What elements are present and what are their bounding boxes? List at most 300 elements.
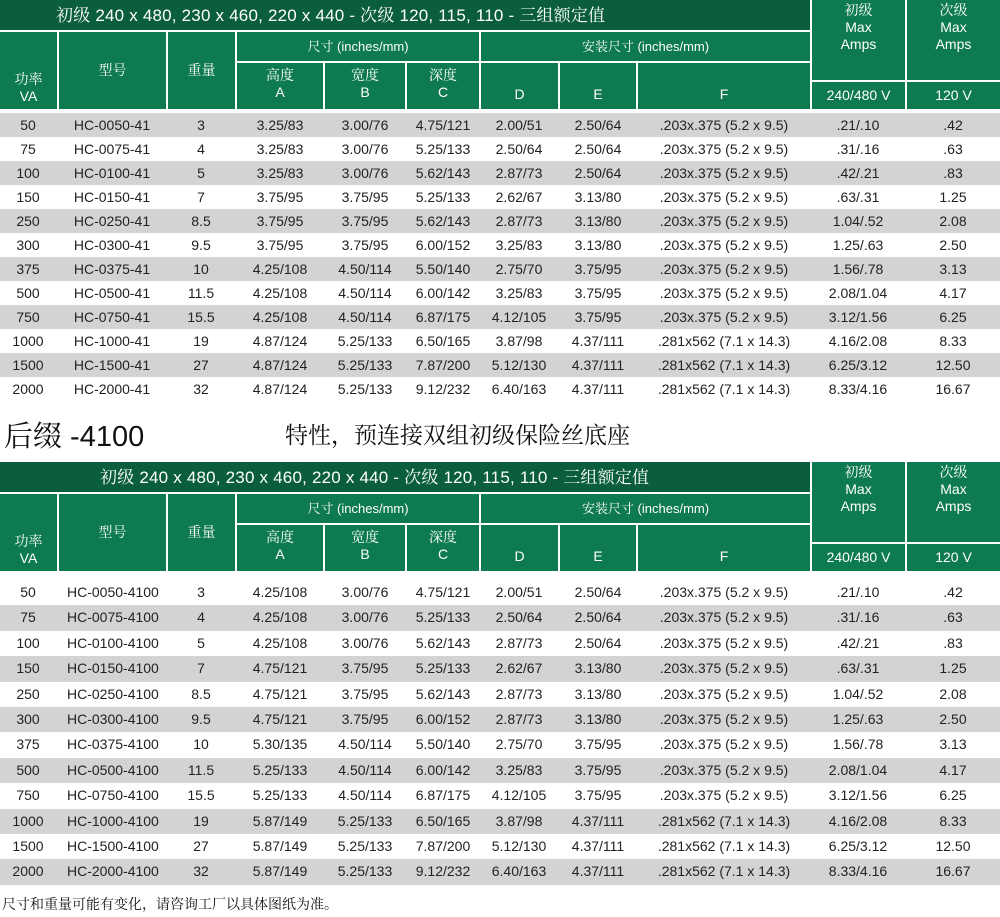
- table-row: [0, 783, 1000, 808]
- row-d: 3.25/83: [495, 285, 543, 301]
- row-width: 5.25/133: [337, 333, 393, 349]
- row-width: 3.75/95: [341, 685, 389, 702]
- mounting-group-header: 安装尺寸 (inches/mm): [481, 494, 810, 523]
- row-f: .203x.375 (5.2 x 9.5): [659, 117, 789, 133]
- row-width: 4.50/114: [338, 285, 392, 301]
- row-model: HC-0500-41: [73, 285, 151, 301]
- row-primary-amps: 1.56/.78: [832, 261, 884, 277]
- power-header: 功率 VA: [0, 494, 57, 571]
- row-e: 2.50/64: [574, 584, 622, 600]
- row-primary-amps: .42/.21: [836, 634, 880, 651]
- table-row: [0, 605, 1000, 630]
- spec-table-4100: [0, 462, 1000, 886]
- row-height: 4.25/108: [252, 634, 308, 651]
- row-d: 2.75/70: [495, 736, 543, 753]
- row-primary-amps: .31/.16: [836, 141, 880, 157]
- row-model: HC-0150-4100: [67, 660, 159, 677]
- f-header: F: [638, 525, 810, 571]
- table-header: [0, 0, 1000, 109]
- row-e: 2.50/64: [574, 141, 622, 157]
- table-header: [0, 462, 1000, 571]
- row-model: HC-0150-41: [73, 189, 151, 205]
- row-depth: 5.62/143: [415, 634, 471, 651]
- table-row: [0, 161, 1000, 185]
- row-secondary-amps: 16.67: [935, 863, 971, 880]
- row-f: .203x.375 (5.2 x 9.5): [659, 213, 789, 229]
- row-e: 3.13/80: [574, 660, 622, 677]
- table-row: [0, 329, 1000, 353]
- row-f: .203x.375 (5.2 x 9.5): [659, 165, 789, 181]
- row-model: HC-0100-4100: [67, 634, 159, 651]
- row-weight: 32: [193, 863, 209, 880]
- row-f: .281x562 (7.1 x 14.3): [657, 812, 791, 829]
- row-model: HC-0250-4100: [67, 685, 159, 702]
- d-header: D: [481, 63, 558, 109]
- row-primary-amps: .21/.10: [836, 584, 880, 600]
- row-weight: 19: [193, 333, 209, 349]
- row-depth: 5.50/140: [415, 261, 471, 277]
- row-secondary-amps: 8.33: [939, 333, 967, 349]
- row-depth: 7.87/200: [415, 838, 471, 854]
- row-depth: 5.25/133: [415, 609, 471, 626]
- section-heading: 后缀 -4100: [4, 421, 145, 453]
- row-depth: 5.62/143: [415, 213, 471, 229]
- row-depth: 6.00/152: [415, 711, 471, 727]
- row-e: 3.13/80: [574, 189, 622, 205]
- row-depth: 9.12/232: [415, 381, 471, 397]
- table-row: [0, 758, 1000, 783]
- row-depth: 6.87/175: [415, 787, 471, 804]
- row-height: 5.87/149: [252, 863, 308, 880]
- row-secondary-amps: 4.17: [939, 285, 967, 301]
- row-va: 375: [16, 261, 40, 277]
- row-height: 5.25/133: [252, 787, 308, 804]
- row-f: .203x.375 (5.2 x 9.5): [659, 237, 789, 253]
- f-header: F: [638, 63, 810, 109]
- row-height: 3.75/95: [256, 189, 304, 205]
- row-width: 5.25/133: [337, 838, 393, 854]
- table-row: [0, 656, 1000, 681]
- row-width: 5.25/133: [337, 812, 393, 829]
- row-width: 5.25/133: [337, 381, 393, 397]
- row-e: 3.75/95: [574, 261, 622, 277]
- row-secondary-amps: 12.50: [935, 357, 971, 373]
- d-header: D: [481, 525, 558, 571]
- row-d: 3.25/83: [495, 761, 543, 778]
- row-height: 4.25/108: [252, 609, 308, 626]
- row-va: 1000: [12, 812, 44, 829]
- primary-voltage-header: 240/480 V: [812, 544, 905, 571]
- table-row: [0, 209, 1000, 233]
- table-row: [0, 281, 1000, 305]
- row-depth: 6.50/165: [415, 333, 471, 349]
- row-model: HC-1500-4100: [67, 838, 159, 854]
- row-d: 2.87/73: [495, 685, 543, 702]
- row-width: 3.75/95: [341, 213, 389, 229]
- row-model: HC-1000-41: [73, 333, 151, 349]
- row-va: 150: [16, 189, 40, 205]
- row-width: 3.00/76: [341, 165, 389, 181]
- row-weight: 3: [197, 584, 205, 600]
- row-primary-amps: 2.08/1.04: [828, 285, 888, 301]
- row-secondary-amps: .83: [943, 165, 963, 181]
- row-secondary-amps: 6.25: [939, 309, 967, 325]
- row-height: 5.30/135: [252, 736, 308, 753]
- table-row: [0, 834, 1000, 859]
- row-va: 50: [20, 584, 36, 600]
- row-e: 2.50/64: [574, 609, 622, 626]
- row-d: 2.87/73: [495, 711, 543, 727]
- row-d: 5.12/130: [491, 838, 547, 854]
- row-e: 3.13/80: [574, 213, 622, 229]
- row-va: 750: [16, 309, 40, 325]
- row-primary-amps: .42/.21: [836, 165, 880, 181]
- row-weight: 4: [197, 609, 205, 626]
- table-banner: 初级 240 x 480, 230 x 460, 220 x 440 - 次级 120, 115, 110 - 三组额定值: [0, 462, 810, 492]
- row-f: .203x.375 (5.2 x 9.5): [659, 584, 789, 600]
- row-secondary-amps: .42: [943, 584, 963, 600]
- row-width: 3.00/76: [341, 584, 389, 600]
- table-row: [0, 732, 1000, 757]
- row-depth: 5.25/133: [415, 660, 471, 677]
- row-model: HC-0375-41: [73, 261, 151, 277]
- row-model: HC-0750-41: [73, 309, 151, 325]
- row-primary-amps: 6.25/3.12: [828, 838, 888, 854]
- row-va: 75: [20, 141, 36, 157]
- spec-table-41: [0, 0, 1000, 404]
- row-height: 4.75/121: [252, 711, 308, 727]
- width-header: 宽度 B: [325, 63, 405, 109]
- row-e: 4.37/111: [571, 333, 625, 349]
- row-weight: 27: [193, 838, 209, 854]
- table-row: [0, 707, 1000, 732]
- row-d: 2.87/73: [495, 634, 543, 651]
- row-d: 2.00/51: [495, 584, 543, 600]
- row-primary-amps: 1.56/.78: [832, 736, 884, 753]
- row-width: 4.50/114: [338, 761, 392, 778]
- row-weight: 4: [197, 141, 205, 157]
- row-secondary-amps: 1.25: [939, 189, 967, 205]
- row-secondary-amps: 3.13: [939, 261, 967, 277]
- row-height: 5.25/133: [252, 761, 308, 778]
- row-depth: 5.62/143: [415, 165, 471, 181]
- row-d: 2.87/73: [495, 213, 543, 229]
- row-width: 5.25/133: [337, 863, 393, 880]
- row-width: 4.50/114: [338, 261, 392, 277]
- row-height: 5.87/149: [252, 838, 308, 854]
- row-secondary-amps: 12.50: [935, 838, 971, 854]
- row-va: 150: [16, 660, 40, 677]
- row-va: 300: [16, 237, 40, 253]
- row-va: 250: [16, 213, 40, 229]
- row-primary-amps: 2.08/1.04: [828, 761, 888, 778]
- row-d: 2.62/67: [495, 189, 543, 205]
- table-row: [0, 377, 1000, 401]
- row-secondary-amps: 1.25: [939, 660, 967, 677]
- row-secondary-amps: 4.17: [939, 761, 967, 778]
- row-va: 375: [16, 736, 40, 753]
- dimensions-group-header: 尺寸 (inches/mm): [237, 32, 479, 61]
- row-d: 5.12/130: [491, 357, 547, 373]
- row-f: .203x.375 (5.2 x 9.5): [659, 634, 789, 651]
- row-weight: 15.5: [187, 787, 215, 804]
- row-depth: 5.25/133: [415, 141, 471, 157]
- row-e: 3.75/95: [574, 787, 622, 804]
- row-primary-amps: .31/.16: [836, 609, 880, 626]
- row-f: .281x562 (7.1 x 14.3): [657, 381, 791, 397]
- row-secondary-amps: .83: [943, 634, 963, 651]
- row-model: HC-0250-41: [73, 213, 151, 229]
- row-va: 500: [16, 285, 40, 301]
- row-secondary-amps: 16.67: [935, 381, 971, 397]
- row-weight: 3: [197, 117, 205, 133]
- row-f: .203x.375 (5.2 x 9.5): [659, 189, 789, 205]
- row-va: 300: [16, 711, 40, 727]
- row-model: HC-1000-4100: [67, 812, 159, 829]
- row-d: 2.50/64: [495, 609, 543, 626]
- row-e: 3.13/80: [574, 711, 622, 727]
- row-width: 5.25/133: [337, 357, 393, 373]
- row-va: 500: [16, 761, 40, 778]
- table-row: [0, 682, 1000, 707]
- row-model: HC-0375-4100: [67, 736, 159, 753]
- row-e: 4.37/111: [571, 863, 625, 880]
- row-height: 4.75/121: [252, 685, 308, 702]
- secondary-voltage-header: 120 V: [907, 544, 1000, 571]
- row-depth: 9.12/232: [415, 863, 471, 880]
- row-e: 4.37/111: [571, 381, 625, 397]
- row-model: HC-0500-4100: [67, 761, 159, 778]
- row-primary-amps: 4.16/2.08: [828, 812, 888, 829]
- primary-voltage-header: 240/480 V: [812, 82, 905, 109]
- row-weight: 27: [193, 357, 209, 373]
- row-f: .203x.375 (5.2 x 9.5): [659, 787, 789, 804]
- row-f: .203x.375 (5.2 x 9.5): [659, 660, 789, 677]
- row-weight: 7: [197, 660, 205, 677]
- row-weight: 11.5: [187, 761, 215, 778]
- model-header: 型号: [59, 494, 166, 571]
- row-depth: 4.75/121: [415, 584, 471, 600]
- row-f: .203x.375 (5.2 x 9.5): [659, 685, 789, 702]
- row-weight: 5: [197, 634, 205, 651]
- row-primary-amps: 3.12/1.56: [828, 309, 888, 325]
- row-model: HC-2000-41: [73, 381, 151, 397]
- row-e: 4.37/111: [571, 812, 625, 829]
- row-weight: 15.5: [187, 309, 215, 325]
- row-e: 3.75/95: [574, 309, 622, 325]
- secondary-voltage-header: 120 V: [907, 82, 1000, 109]
- row-weight: 9.5: [191, 711, 211, 727]
- row-height: 4.25/108: [252, 261, 308, 277]
- row-height: 4.87/124: [252, 381, 308, 397]
- row-va: 50: [20, 117, 36, 133]
- row-d: 3.87/98: [495, 333, 543, 349]
- row-model: HC-0075-4100: [67, 609, 159, 626]
- row-e: 2.50/64: [574, 634, 622, 651]
- row-va: 750: [16, 787, 40, 804]
- row-weight: 8.5: [191, 685, 211, 702]
- row-primary-amps: 1.25/.63: [832, 237, 884, 253]
- height-header: 高度 A: [237, 525, 323, 571]
- row-width: 4.50/114: [338, 787, 392, 804]
- row-width: 4.50/114: [338, 309, 392, 325]
- row-depth: 6.00/152: [415, 237, 471, 253]
- row-height: 3.25/83: [256, 141, 304, 157]
- weight-header: 重量: [168, 32, 235, 109]
- row-primary-amps: .63/.31: [836, 189, 880, 205]
- row-d: 3.87/98: [495, 812, 543, 829]
- row-weight: 8.5: [191, 213, 211, 229]
- row-e: 3.75/95: [574, 761, 622, 778]
- row-d: 2.50/64: [495, 141, 543, 157]
- table-row: [0, 859, 1000, 884]
- row-width: 3.00/76: [341, 141, 389, 157]
- row-f: .203x.375 (5.2 x 9.5): [659, 261, 789, 277]
- row-secondary-amps: .42: [943, 117, 963, 133]
- row-width: 3.00/76: [341, 117, 389, 133]
- row-secondary-amps: .63: [943, 609, 963, 626]
- table-row: [0, 185, 1000, 209]
- table-row: [0, 305, 1000, 329]
- section-feature: 特性，预连接双组初级保险丝底座: [285, 423, 630, 449]
- row-d: 2.62/67: [495, 660, 543, 677]
- row-secondary-amps: 6.25: [939, 787, 967, 804]
- row-height: 4.87/124: [252, 333, 308, 349]
- row-model: HC-1500-41: [73, 357, 151, 373]
- row-depth: 6.50/165: [415, 812, 471, 829]
- row-f: .203x.375 (5.2 x 9.5): [659, 285, 789, 301]
- row-f: .203x.375 (5.2 x 9.5): [659, 761, 789, 778]
- secondary-amps-header: 次级 Max Amps: [907, 0, 1000, 80]
- row-e: 3.75/95: [574, 736, 622, 753]
- row-e: 2.50/64: [574, 117, 622, 133]
- row-va: 250: [16, 685, 40, 702]
- row-height: 5.87/149: [252, 812, 308, 829]
- row-height: 4.25/108: [252, 285, 308, 301]
- row-height: 3.75/95: [256, 213, 304, 229]
- row-d: 4.12/105: [491, 787, 547, 804]
- row-va: 100: [16, 634, 40, 651]
- row-secondary-amps: 2.50: [939, 237, 967, 253]
- row-model: HC-2000-4100: [67, 863, 159, 880]
- row-va: 75: [20, 609, 36, 626]
- row-model: HC-0050-4100: [67, 584, 159, 600]
- row-d: 2.87/73: [495, 165, 543, 181]
- row-f: .203x.375 (5.2 x 9.5): [659, 309, 789, 325]
- row-secondary-amps: 2.08: [939, 685, 967, 702]
- weight-header: 重量: [168, 494, 235, 571]
- mounting-group-header: 安装尺寸 (inches/mm): [481, 32, 810, 61]
- row-weight: 10: [193, 736, 209, 753]
- secondary-amps-header: 次级 Max Amps: [907, 462, 1000, 542]
- row-va: 100: [16, 165, 40, 181]
- row-e: 4.37/111: [571, 838, 625, 854]
- row-primary-amps: 8.33/4.16: [828, 381, 888, 397]
- row-va: 2000: [12, 863, 44, 880]
- row-height: 4.87/124: [252, 357, 308, 373]
- e-header: E: [560, 63, 636, 109]
- row-d: 4.12/105: [491, 309, 547, 325]
- row-va: 1000: [12, 333, 44, 349]
- row-d: 2.75/70: [495, 261, 543, 277]
- row-primary-amps: 8.33/4.16: [828, 863, 888, 880]
- row-depth: 6.00/142: [415, 761, 471, 778]
- height-header: 高度 A: [237, 63, 323, 109]
- row-height: 4.75/121: [252, 660, 308, 677]
- primary-amps-header: 初级 Max Amps: [812, 462, 905, 542]
- row-primary-amps: 4.16/2.08: [828, 333, 888, 349]
- row-width: 3.75/95: [341, 237, 389, 253]
- power-header: 功率 VA: [0, 32, 57, 109]
- e-header: E: [560, 525, 636, 571]
- row-d: 6.40/163: [491, 381, 547, 397]
- table-banner: 初级 240 x 480, 230 x 460, 220 x 440 - 次级 120, 115, 110 - 三组额定值: [0, 0, 810, 30]
- row-secondary-amps: 2.50: [939, 711, 967, 727]
- row-depth: 5.62/143: [415, 685, 471, 702]
- row-model: HC-0300-4100: [67, 711, 159, 727]
- table-row: [0, 233, 1000, 257]
- footnote: 尺寸和重量可能有变化，请咨询工厂以具体图纸为准。: [2, 897, 338, 913]
- row-model: HC-0750-4100: [67, 787, 159, 804]
- row-depth: 5.50/140: [415, 736, 471, 753]
- model-header: 型号: [59, 32, 166, 109]
- row-primary-amps: 1.25/.63: [832, 711, 884, 727]
- row-secondary-amps: .63: [943, 141, 963, 157]
- row-primary-amps: 3.12/1.56: [828, 787, 888, 804]
- row-primary-amps: .21/.10: [836, 117, 880, 133]
- row-depth: 4.75/121: [415, 117, 471, 133]
- row-f: .281x562 (7.1 x 14.3): [657, 357, 791, 373]
- depth-header: 深度 C: [407, 63, 479, 109]
- row-width: 3.75/95: [341, 660, 389, 677]
- row-f: .203x.375 (5.2 x 9.5): [659, 736, 789, 753]
- row-va: 1500: [12, 838, 44, 854]
- row-depth: 7.87/200: [415, 357, 471, 373]
- row-secondary-amps: 2.08: [939, 213, 967, 229]
- row-height: 3.25/83: [256, 165, 304, 181]
- row-e: 3.13/80: [574, 237, 622, 253]
- table-row: [0, 137, 1000, 161]
- row-depth: 6.00/142: [415, 285, 471, 301]
- row-d: 2.00/51: [495, 117, 543, 133]
- row-weight: 5: [197, 165, 205, 181]
- row-model: HC-0050-41: [73, 117, 151, 133]
- row-weight: 19: [193, 812, 209, 829]
- table-row: [0, 809, 1000, 834]
- dimensions-group-header: 尺寸 (inches/mm): [237, 494, 479, 523]
- row-primary-amps: .63/.31: [836, 660, 880, 677]
- row-e: 2.50/64: [574, 165, 622, 181]
- row-height: 4.25/108: [252, 584, 308, 600]
- row-f: .281x562 (7.1 x 14.3): [657, 838, 791, 854]
- table-row: [0, 257, 1000, 281]
- row-width: 3.00/76: [341, 609, 389, 626]
- row-e: 3.75/95: [574, 285, 622, 301]
- table-row: [0, 631, 1000, 656]
- row-weight: 32: [193, 381, 209, 397]
- row-width: 3.75/95: [341, 711, 389, 727]
- row-f: .203x.375 (5.2 x 9.5): [659, 141, 789, 157]
- row-secondary-amps: 8.33: [939, 812, 967, 829]
- row-model: HC-0075-41: [73, 141, 151, 157]
- table-row: [0, 580, 1000, 605]
- row-e: 3.13/80: [574, 685, 622, 702]
- row-weight: 10: [193, 261, 209, 277]
- row-d: 3.25/83: [495, 237, 543, 253]
- row-primary-amps: 1.04/.52: [832, 213, 884, 229]
- row-secondary-amps: 3.13: [939, 736, 967, 753]
- row-width: 3.00/76: [341, 634, 389, 651]
